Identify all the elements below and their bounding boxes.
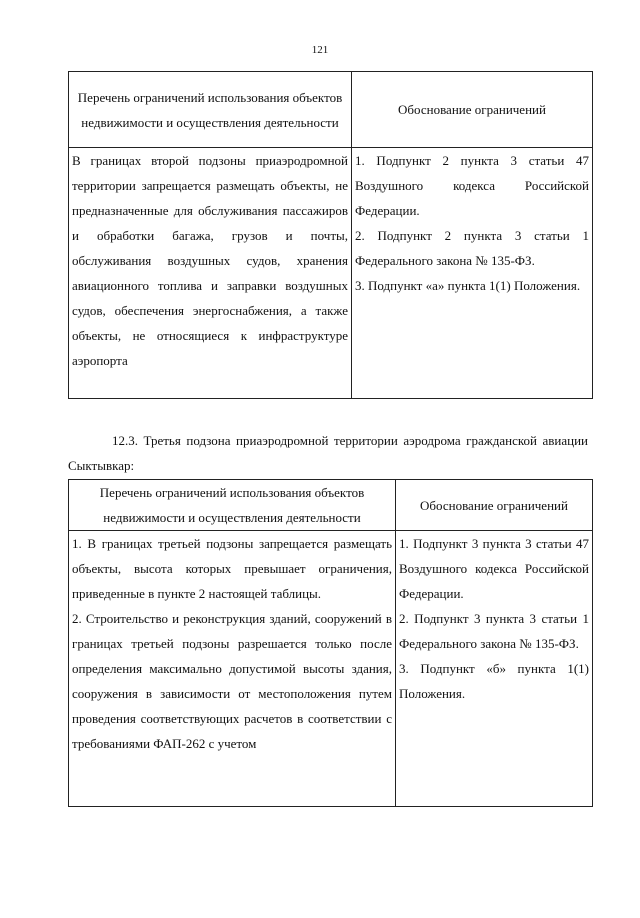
section-heading: 12.3. Третья подзона приаэродромной территории аэродрома гражданской авиации Сыктывкар: xyxy=(68,433,588,473)
restrictions-table-zone-3 xyxy=(68,479,593,807)
table-header-justification: Обоснование ограничений xyxy=(396,480,593,531)
restrictions-table-zone-2 xyxy=(68,71,593,399)
restriction-item-2: 2. Строительство и реконструкция зданий, сооружений в границах третьей подзоны разрешается только после определения максимально допустимой высоты здания, сооружения в зависимости от местоположения путем проведения соответствующих расчетов в соответствии с требованиями ФАП-262 с учетом xyxy=(72,611,392,751)
restriction-cell xyxy=(69,148,352,399)
justification-item-2: 2. Подпункт 2 пункта 3 статьи 1 Федерального закона № 135-ФЗ. xyxy=(355,228,589,268)
page-number: 121 xyxy=(311,44,329,56)
justification-item-2: 2. Подпункт 3 пункта 3 статьи 1 Федерального закона № 135-ФЗ. xyxy=(399,611,589,651)
justification-item-1: 1. Подпункт 2 пункта 3 статьи 47 Воздушного кодекса Российской Федерации. xyxy=(355,153,589,218)
justification-item-3: 3. Подпункт «а» пункта 1(1) Положения. xyxy=(355,278,581,293)
restriction-cell xyxy=(69,531,396,807)
justification-cell xyxy=(352,148,593,399)
table-header-justification: Обоснование ограничений xyxy=(352,72,593,148)
justification-cell xyxy=(396,531,593,807)
restriction-item-1: 1. В границах третьей подзоны запрещается размещать объекты, высота которых превышает ограничения, приведенные в пункте 2 настоящей таблицы. xyxy=(72,536,392,601)
justification-item-3: 3. Подпункт «б» пункта 1(1) Положения. xyxy=(399,661,589,701)
table-header-restrictions: Перечень ограничений использования объектов недвижимости и осуществления деятельности xyxy=(69,480,396,531)
restriction-text: В границах второй подзоны приаэродромной территории запрещается размещать объекты, не предназначенные для обслуживания пассажиров и обработки багажа, грузов и почты, обслуживания воздушных судов, хранения авиационного топлива и заправки воздушных судов, обеспечения энергоснабжения, а также объекты, не относящиеся к инфраструктуре аэропорта xyxy=(72,153,348,368)
table-header-restrictions: Перечень ограничений использования объектов недвижимости и осуществления деятельности xyxy=(69,72,352,148)
justification-item-1: 1. Подпункт 3 пункта 3 статьи 47 Воздушного кодекса Российской Федерации. xyxy=(399,536,589,601)
